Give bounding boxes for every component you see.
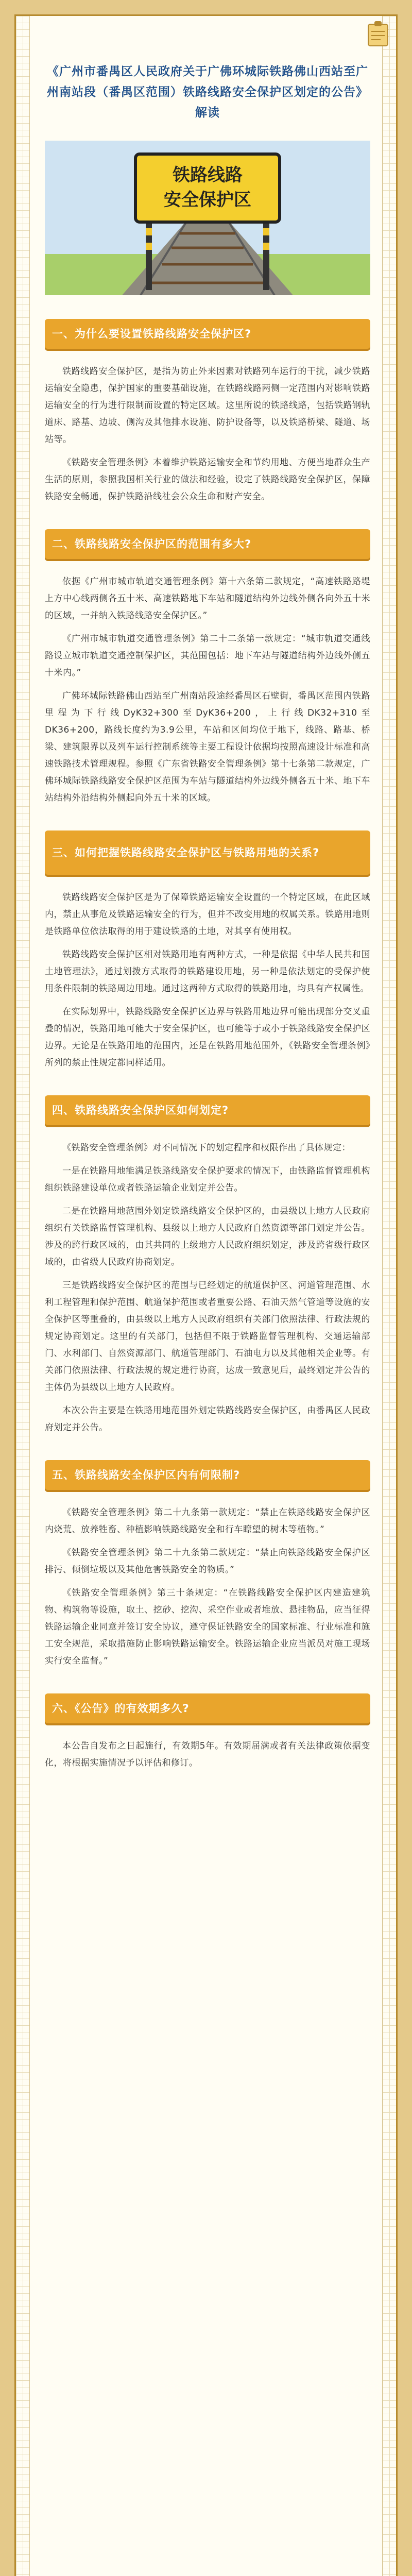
section-2 <box>45 529 370 807</box>
paragraph: 广佛环城际铁路佛山西站至广州南站段途经番禺区石壁街，番禺区范围内铁路里程为下行线DyK32+300至DyK36+200，上行线DK32+310至DK36+200，路线长度约为3.9公里，车站和区间均位于地下，线路、路基、桥梁、建筑限界以及列车运行控制系统等主要工程设计依据均按照高速设计标准和高速铁路技术管理规程。参照《广东省铁路安全管理条例》第十七条第二款规定，广佛环城际铁路线路安全保护区范围为车站与隧道结构外边线外侧各五十米、地下车站结构外沿结构外侧起向外五十米的区域。 <box>45 691 370 803</box>
section-heading <box>45 1460 370 1490</box>
paragraph: 《铁路安全管理条例》第二十九条第二款规定：“禁止向铁路线路安全保护区排污、倾倒垃圾以及其他危害铁路安全的物质。” <box>45 1548 370 1575</box>
paragraph: 在实际划界中，铁路线路安全保护区边界与铁路用地边界可能出现部分交叉重叠的情况，铁路用地可能大于安全保护区，也可能等于或小于铁路线路安全保护区边界。无论是在铁路用地的范围内，还是在铁路用地范围外，《铁路安全管理条例》所列的禁止性规定都同样适用。 <box>45 1007 370 1068</box>
paragraph: 本公告自发布之日起施行，有效期5年。有效期届满或者有关法律政策依据变化，将根据实施情况予以评估和修订。 <box>45 1741 370 1768</box>
paragraph: 三是铁路线路安全保护区的范围与已经划定的航道保护区、河道管理范围、水利工程管理和保护范围、航道保护范围或者重要公路、石油天然气管道等设施的安全保护区等重叠的，由县级以上地方人民政府组织有关部门依照法律、行政法规的规定协商划定。这里的有关部门，包括但不限于铁路监督管理机构、交通运输部门、水利部门、自然资源部门、航道管理部门、石油电力以及其他相关企业等。有关部门依照法律、行政法规的规定进行协商，达成一致意见后，最终划定并公告的主体仍为县级以上地方人民政府。 <box>45 1280 370 1393</box>
paragraph: 铁路线路安全保护区，是指为防止外来因素对铁路列车运行的干扰，减少铁路运输安全隐患，保护国家的重要基础设施，在铁路线路两侧一定范围内对影响铁路运输安全的行为进行限制而设置的特定区域。这里所说的铁路线路，包括铁路钢轨道床、路基、边坡、侧沟及其他排水设施、防护设备等，以及铁路桥梁、隧道、场站等。 <box>45 366 370 445</box>
section-heading-text: 五、铁路线路安全保护区内有何限制? <box>52 1469 241 1481</box>
page-frame <box>14 14 398 2576</box>
section-heading <box>45 319 370 349</box>
section-heading-text: 一、为什么要设置铁路线路安全保护区? <box>52 328 252 340</box>
section-4 <box>45 1095 370 1436</box>
paragraph: 本次公告主要是在铁路用地范围外划定铁路线路安全保护区，由番禺区人民政府划定并公告。 <box>45 1405 370 1433</box>
paragraph: 《铁路安全管理条例》第二十九条第一款规定：“禁止在铁路线路安全保护区内烧荒、放养牲畜、种植影响铁路线路安全和行车瞭望的树木等植物。” <box>45 1507 370 1535</box>
paragraph: 《铁路安全管理条例》本着维护铁路运输安全和节约用地、方便当地群众生产生活的原则，参照我国相关行业的做法和经验，设定了铁路线路安全保护区，保障铁路安全畅通，保护铁路沿线社会公众生命和财产安全。 <box>45 457 370 502</box>
article-content <box>45 16 370 1778</box>
paragraph: 《铁路安全管理条例》对不同情况下的划定程序和权限作出了具体规定： <box>62 1143 351 1153</box>
paragraph: 《铁路安全管理条例》第三十条规定：“在铁路线路安全保护区内建造建筑物、构筑物等设施，取土、挖砂、挖沟、采空作业或者堆放、悬挂物品，应当征得铁路运输企业同意并签订安全协议，遵守保证铁路安全的国家标准、行业标准和施工安全规范，采取措施防止影响铁路运输安全。铁路运输企业应当派员对施工现场实行安全监督。” <box>45 1588 370 1666</box>
left-grid-margin <box>16 16 30 2576</box>
paragraph: 一是在铁路用地能满足铁路线路安全保护要求的情况下，由铁路监督管理机构组织铁路建设单位或者铁路运输企业划定并公告。 <box>45 1166 370 1193</box>
section-heading-text: 三、如何把握铁路线路安全保护区与铁路用地的关系? <box>52 846 320 859</box>
hero-illustration <box>45 141 370 295</box>
section-heading-text: 六、《公告》的有效期多久? <box>52 1702 190 1715</box>
section-heading-text: 二、铁路线路安全保护区的范围有多大? <box>52 538 252 550</box>
page-title: 《广州市番禺区人民政府关于广佛环城际铁路佛山西站至广州南站段（番禺区范围）铁路线路安全保护区划定的公告》解读 <box>47 65 368 120</box>
paragraph: 《广州市城市轨道交通管理条例》第二十二条第一款规定：“城市轨道交通线路设立城市轨道交通控制保护区，其范围包括：地下车站与隧道结构外边线外侧五十米内。” <box>45 634 370 678</box>
paragraph: 依据《广州市城市轨道交通管理条例》第十六条第二款规定，“高速铁路路堤上方中心线两侧各五十米、高速铁路地下车站和隧道结构外边线外侧各向外五十米的区域，一并纳入铁路线路安全保护区。” <box>45 577 370 621</box>
sign-text-line1: 铁路线路 <box>173 165 243 185</box>
right-grid-margin <box>382 16 396 2576</box>
section-1 <box>45 319 370 505</box>
section-6 <box>45 1693 370 1772</box>
section-heading <box>45 831 370 875</box>
section-5 <box>45 1460 370 1670</box>
section-heading <box>45 1693 370 1723</box>
sign-text-line2: 安全保护区 <box>164 190 251 210</box>
paragraph: 二是在铁路用地范围外划定铁路线路安全保护区的，由县级以上地方人民政府组织有关铁路监督管理机构、县级以上地方人民政府自然资源等部门划定并公告。涉及的跨行政区域的，由其共同的上级地方人民政府组织划定，涉及跨省级行政区域的，由省级人民政府协商划定。 <box>45 1206 370 1267</box>
section-heading <box>45 529 370 559</box>
section-heading-text: 四、铁路线路安全保护区如何划定? <box>52 1104 229 1116</box>
safety-zone-sign-illustration <box>45 141 370 295</box>
section-3 <box>45 831 370 1072</box>
section-heading <box>45 1095 370 1125</box>
paragraph: 铁路线路安全保护区是为了保障铁路运输安全设置的一个特定区域，在此区域内，禁止从事危及铁路运输安全的行为，但并不改变用地的权属关系。铁路用地则是铁路单位依法取得的用于建设铁路的土地，对其享有使用权。 <box>45 892 370 937</box>
paragraph: 铁路线路安全保护区相对铁路用地有两种方式，一种是依据《中华人民共和国土地管理法》，通过划拨方式取得的铁路建设用地，另一种是依法划定的受保护使用条件限制的铁路周边用地。通过这两种方式取得的铁路用地，均具有产权属性。 <box>45 950 370 994</box>
